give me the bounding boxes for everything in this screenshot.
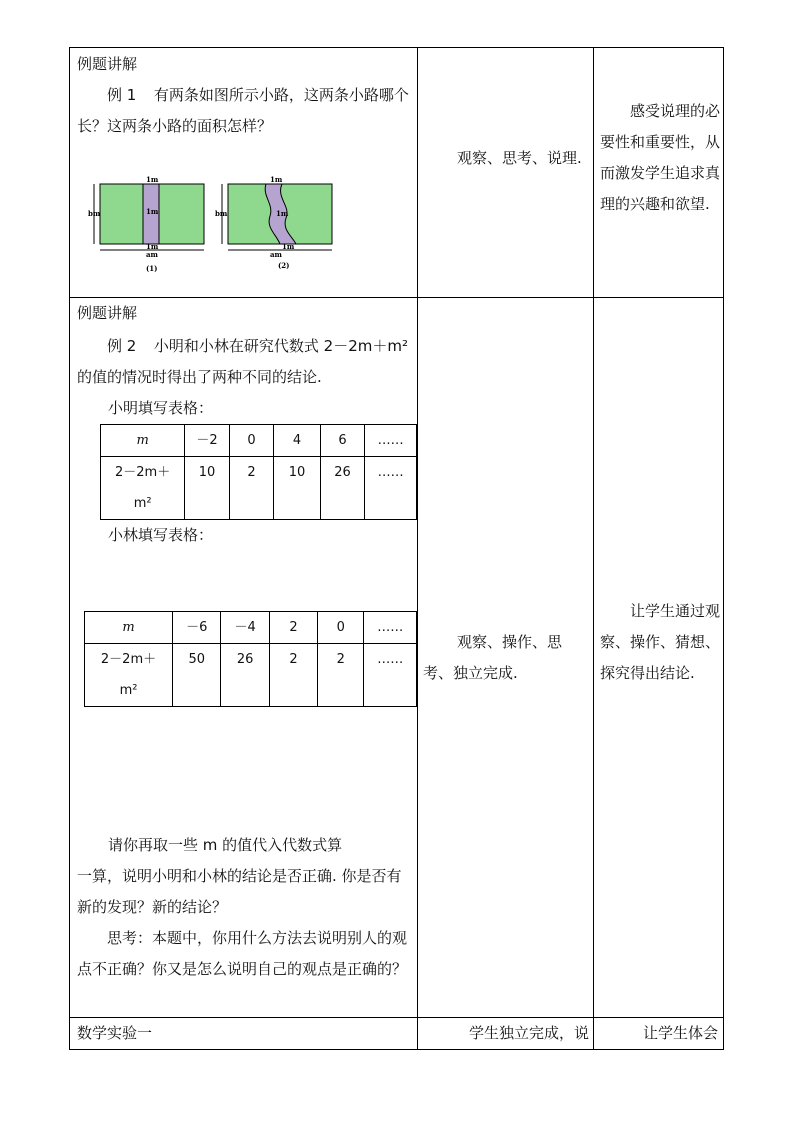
fig1-width-label: am: [146, 250, 158, 259]
table-cell: －4: [221, 612, 269, 644]
fig1-bottom-label: 1m: [146, 242, 159, 251]
fig2-caption: (2): [278, 261, 290, 270]
example2-question: 小明和小林在研究代数式 2－2m＋m²的值的情况时得出了两种不同的结论.: [77, 337, 408, 386]
table-cell: 26: [320, 457, 365, 520]
row1-intent: 感受说理的必要性和重要性，从而激发学生追求真理的兴趣和欲望.: [600, 102, 721, 213]
example1-label: 例 1: [107, 86, 137, 104]
table-cell: 2－2m＋m²: [85, 644, 173, 707]
row2-intent: 让学生通过观察、操作、猜想、探究得出结论.: [600, 602, 721, 682]
row3-heading: 数学实验一: [77, 1024, 153, 1042]
table-cell: －6: [173, 612, 221, 644]
fig2-top-label: 1m: [270, 176, 283, 184]
table-row: [101, 457, 417, 520]
row1-heading: 例题讲解: [77, 55, 138, 73]
figure-straight-path: [88, 176, 204, 273]
column-divider: [593, 47, 594, 1050]
table-cell: 50: [173, 644, 221, 707]
fig1-caption: (1): [146, 264, 158, 273]
fig2-bottom-label: 1m: [282, 242, 295, 251]
row3-intent: 让学生体会: [642, 1024, 718, 1042]
example2-text: [77, 331, 413, 393]
fig1-mid-label: 1m: [146, 207, 159, 216]
table-cell: 2: [318, 644, 364, 707]
example2-label: 例 2: [107, 337, 137, 355]
table-cell: m: [85, 612, 173, 644]
table-cell: ……: [364, 612, 417, 644]
table-cell: 6: [320, 425, 365, 457]
column-divider: [417, 47, 418, 1050]
example1-text: [77, 80, 413, 142]
row1-activity: 观察、思考、说理.: [457, 149, 582, 167]
fig1-top-label: 1m: [146, 176, 159, 184]
table-cell: 4: [274, 425, 321, 457]
question-rest: 一算，说明小明和小林的结论是否正确. 你是否有新的发现？新的结论？: [77, 867, 402, 916]
example1-question: 有两条如图所示小路，这两条小路哪个长？这两条小路的面积怎样？: [77, 86, 409, 135]
figure-curved-path: [215, 176, 332, 270]
ming-table-caption: 小明填写表格：: [108, 399, 214, 417]
lin-table-caption: 小林填写表格：: [108, 526, 214, 544]
row3-activity: 学生独立完成，说: [468, 1024, 589, 1042]
fig2-width-label: am: [270, 250, 282, 259]
table-cell: 2－2m＋m²: [101, 457, 185, 520]
think-prompt: 思考：本题中，你用什么方法去说明别人的观点不正确？你又是怎么说明自己的观点是正确的？: [77, 929, 408, 978]
question-first-line: 请你再取一些 m 的值代入代数式算: [108, 836, 343, 854]
table-cell: 26: [221, 644, 269, 707]
table-cell: 0: [229, 425, 273, 457]
table-cell: m: [101, 425, 185, 457]
table-cell: 2: [269, 644, 317, 707]
lin-table: [84, 611, 417, 707]
ming-table: [100, 424, 417, 520]
fig2-side-label: bm: [215, 209, 228, 218]
table-cell: 2: [269, 612, 317, 644]
table-cell: －2: [185, 425, 230, 457]
table-cell: 10: [274, 457, 321, 520]
table-cell: 2: [229, 457, 273, 520]
fig1-side-label: bm: [88, 209, 101, 218]
table-cell: ……: [365, 457, 417, 520]
table-cell: 0: [318, 612, 364, 644]
table-cell: ……: [365, 425, 417, 457]
path-figures: [86, 176, 346, 276]
fig2-mid-label: 1m: [276, 209, 289, 218]
table-cell: 10: [185, 457, 230, 520]
row2-heading: 例题讲解: [77, 304, 138, 322]
table-row: [85, 612, 417, 644]
row2-activity: 观察、操作、思考、独立完成.: [423, 633, 563, 682]
table-row: [101, 425, 417, 457]
table-cell: ……: [364, 644, 417, 707]
table-row: [85, 644, 417, 707]
